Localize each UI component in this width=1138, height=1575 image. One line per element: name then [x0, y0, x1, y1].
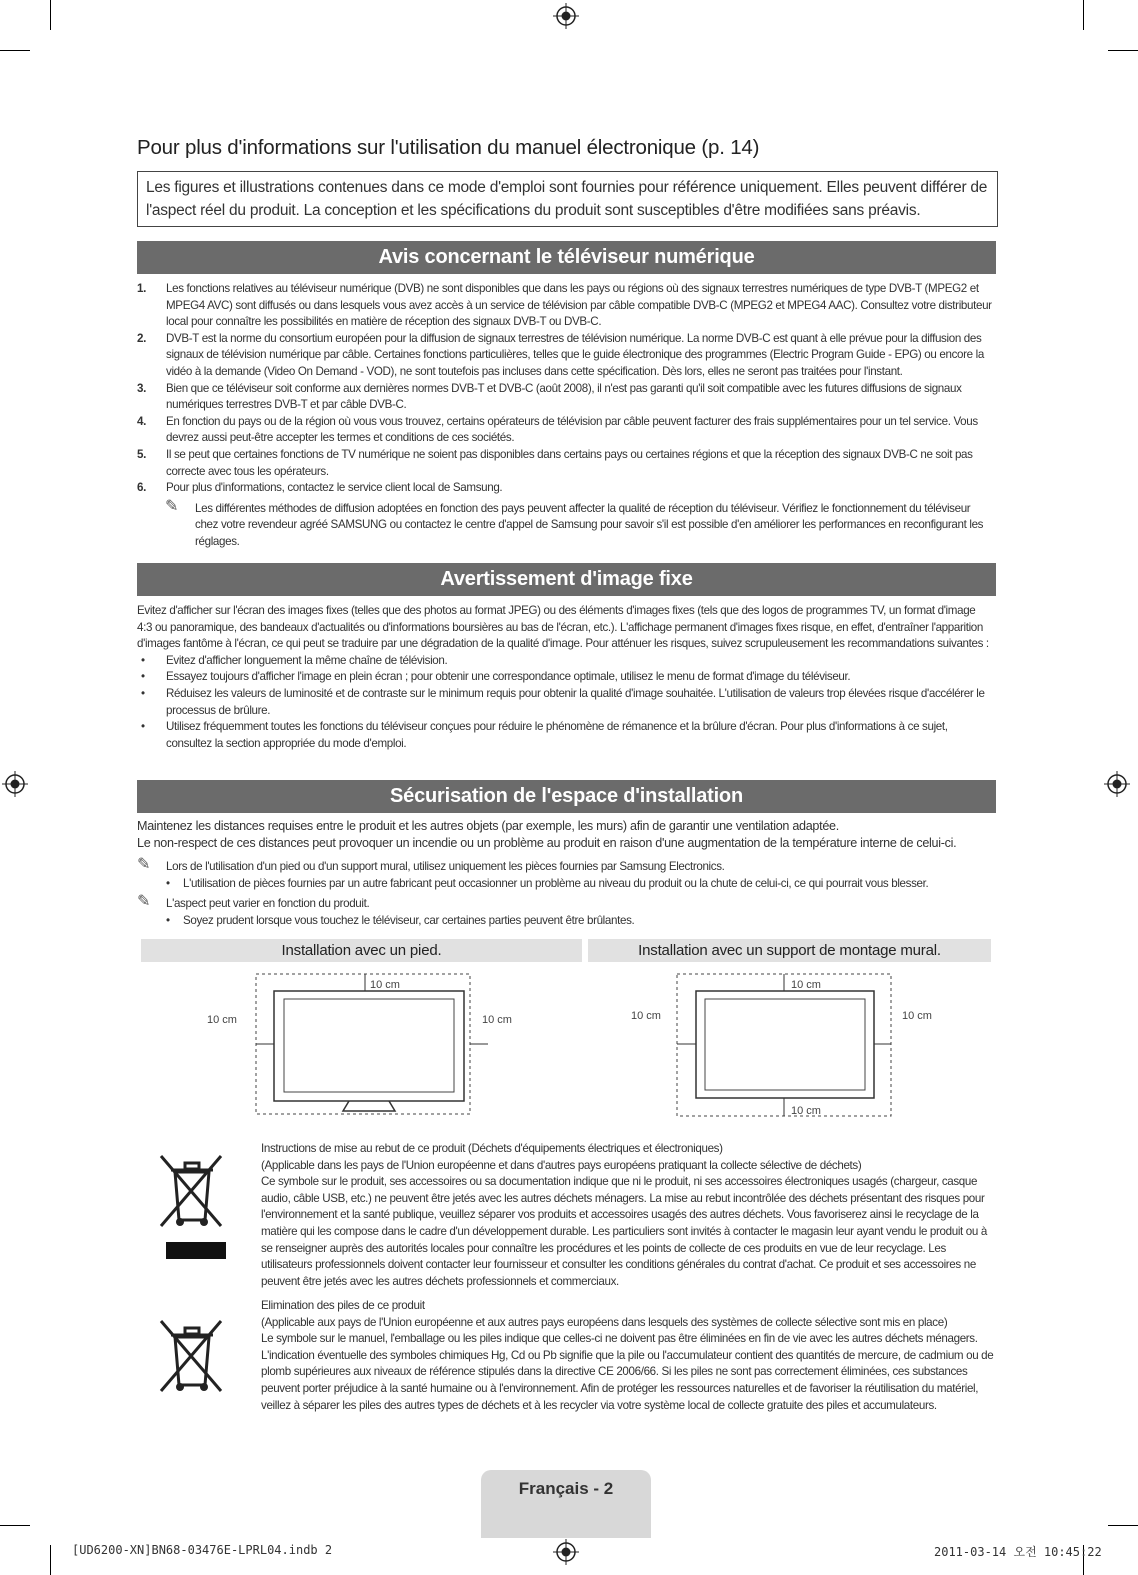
weee-subtitle: (Applicable dans les pays de l'Union européenne et dans d'autres pays européens pratiquant la collecte sélective de déchets): [261, 1158, 862, 1172]
crop-mark: [0, 1525, 30, 1526]
item-number: 3.: [137, 381, 146, 395]
item-number: 1.: [137, 282, 146, 295]
battery-body: Le symbole sur le manuel, l'emballage ou les piles indique que celles-ci ne doivent pas être éliminées en fin de vie avec les autres déchets ménagers. L'indication éventuelle des symboles chimiques Hg, Cd ou Pb signifie que la pile ou l'accumulateur contient des quantités de mercure, de cadmium ou de plomb supérieures aux niveaux de référence stipulés dans la directive CE 2006/66. Si les piles ne sont pas correctement éliminées, ces substances peuvent porter préjudice à la santé humaine ou à l'environnement. Afin de protéger les ressources naturelles et de favoriser la réutilisation du matériel, veillez à séparer les piles des autres types de déchets et à les recycler via votre système local de collecte gratuite des piles et accumulateurs.: [261, 1332, 994, 1412]
distance-label: 10 cm: [902, 1010, 932, 1022]
installation-notes: [137, 856, 992, 929]
bullet-text: Essayez toujours d'afficher l'image en plein écran ; pour obtenir une correspondance optimale, utilisez le menu de format d'image du téléviseur.: [166, 670, 851, 684]
section-heading-installation: Sécurisation de l'espace d'installation: [137, 780, 996, 813]
list-item: • Evitez d'afficher longuement la même chaîne de télévision.: [141, 653, 448, 667]
disclaimer-box: Les figures et illustrations contenues dans ce mode d'emploi sont fournies pour référence uniquement. Elles peuvent différer de l'aspect réel du produit. La conception et les spécifications du produit sont susceptibles d'être modifiées sans préavis.: [137, 171, 998, 227]
bullet-text: Utilisez fréquemment toutes les fonctions du téléviseur conçues pour réduire le phénomène de rémanence et la brûlure d'écran. Pour plus d'informations à ce sujet, consultez la section appropriée du mode d'emploi.: [166, 720, 948, 750]
crop-mark: [1083, 0, 1084, 30]
item-text: En fonction du pays ou de la région où vous vous trouvez, certains opérateurs de télévision par câble peuvent facturer des frais supplémentaires pour un tel service. Vous devrez aussi peut-être accepter les termes et conditions de ces sociétés.: [166, 414, 978, 445]
installation-para-1: Maintenez les distances requises entre le produit et les autres objets (par exemple, les murs) afin de garantir une ventilation adaptée.: [137, 819, 839, 833]
list-item: [137, 381, 992, 414]
note: [137, 856, 992, 876]
distance-label: 10 cm: [631, 1010, 661, 1022]
item-text: Pour plus d'informations, contactez le service client local de Samsung.: [166, 481, 503, 495]
still-image-intro: Evitez d'afficher sur l'écran des images fixes (telles que des photos au format JPEG) ou des éléments d'images fixes (tels que des logos de programmes TV, un format d'image 4:3 ou panoramique, des bandeaux d'actualités ou d'informations boursières au bas de l'écran, etc.). L'affichage permanent d'images fixes risque, en effet, d'entraîner l'apparition d'images fantôme à l'écran, ce qui peut se traduire par une dégradation de la qualité d'image. Pour atténuer les risques, suivez scrupuleusement les recommandations suivantes :: [137, 604, 989, 651]
note-pen-icon: ✎: [165, 497, 179, 515]
crop-mark: [1108, 50, 1138, 51]
page-number-tab: Français - 2: [481, 1470, 651, 1538]
weee-disposal-block: [261, 1141, 996, 1290]
item-text: Les fonctions relatives au téléviseur numérique (DVB) ne sont disponibles que dans les pays ou régions où des signaux terrestres numériques de type DVB-T (MPEG2 et MPEG4 AVC) sont diffusés ou dans lesquels vous avez accès à un service de télévision par câble compatible DVB-C (MPEG2 et MPEG4 AAC). Consultez votre distributeur local pour connaître les possibilités en matière de réception des signaux DVB-T ou DVB-C.: [166, 282, 992, 329]
distance-label: 10 cm: [791, 979, 821, 991]
item-text: DVB-T est la norme du consortium européen pour la diffusion de signaux terrestres de télévision numérique. La norme DVB-C est quant à elle prévue pour la diffusion des signaux de télévision numérique par câble. Certaines fonctions particulières, telles que le guide électronique des programmes (Electric Program Guide - EPG) ou encore la vidéo à la demande (Video On Demand - VOD), ne sont toutefois pas incluses dans cette spécification. Dès lors, elles ne seront pas traitées pour l'instant.: [166, 331, 984, 378]
battery-title: Elimination des piles de ce produit: [261, 1299, 425, 1312]
weee-body: Ce symbole sur le produit, ses accessoires ou sa documentation indique que ni le produit, ni ses accessoires électroniques usagés (chargeur, casque audio, câble USB, etc.) ne peuvent être jetés avec les autres déchets ménagers. La mise au rebut incontrôlée des déchets présentant des risques pour l'environnement et la santé publique, veuillez séparer vos produits et accessoires usagés des autres déchets. Vous favoriserez ainsi le recyclage de la matière qui les compose dans le cadre d'un développement durable. Les particuliers sont invités à contacter le magasin leur ayant vendu le produit ou à se renseigner auprès des autorités locales pour connaître les procédures et les points de collecte de ces produits en vue de leur recyclage. Les utilisateurs professionnels doivent contacter leur fournisseur et consulter les conditions générales du contrat d'achat. Ce produit et ses accessoires ne peuvent être jetés avec les autres déchets professionnels et commerciaux.: [261, 1175, 987, 1288]
distance-label: 10 cm: [207, 1014, 237, 1026]
item-number: 5.: [137, 447, 146, 461]
list-item: [137, 414, 992, 447]
crossed-bin-icon: [155, 1315, 229, 1399]
print-slug-date: 2011-03-14 오전 10:45:22: [934, 1545, 1102, 1559]
note-text: L'aspect peut varier en fonction du produit.: [166, 897, 370, 911]
stand-installation-diagram: [195, 968, 535, 1120]
installation-para-2: Le non-respect de ces distances peut provoquer un incendie ou un problème au produit en raison d'une augmentation de la température interne de celui-ci.: [137, 836, 957, 850]
bullet-text: Evitez d'afficher longuement la même chaîne de télévision.: [166, 653, 448, 667]
list-item: [137, 281, 992, 331]
item-text: Il se peut que certaines fonctions de TV numérique ne soient pas disponibles dans certains pays ou certaines régions et que la réception des signaux DVB-C ne soit pas correcte avec tous les opérateurs.: [166, 447, 973, 478]
note-pen-icon: ✎: [137, 893, 151, 911]
distance-label: 10 cm: [791, 1105, 821, 1117]
list-item: [137, 447, 992, 480]
digital-tv-list: [137, 281, 992, 551]
note: [137, 497, 992, 551]
list-item: • Utilisez fréquemment toutes les fonctions du téléviseur conçues pour réduire le phénomène de rémanence et la brûlure d'écran. Pour plus d'informations à ce sujet, consultez la section appropriée du mode d'emploi.: [141, 720, 948, 750]
print-slug-file: [UD6200-XN]BN68-03476E-LPRL04.indb 2: [72, 1543, 333, 1557]
crop-mark: [50, 0, 51, 30]
registration-mark-icon: [1104, 771, 1130, 797]
item-text: Bien que ce téléviseur soit conforme aux dernières normes DVB-T et DVB-C (août 2008), il n'est pas garanti qu'il soit compatible avec les futures diffusions de signaux numériques terrestres DVB-T et par câble DVB-C.: [166, 381, 962, 412]
crop-mark: [0, 50, 30, 51]
crop-mark: [50, 1545, 51, 1575]
registration-mark-icon: [2, 771, 28, 797]
section-heading-still-image: Avertissement d'image fixe: [137, 563, 996, 596]
bullet-text: Réduisez les valeurs de luminosité et de contraste sur le minimum requis pour obtenir la qualité d'image souhaitée. L'utilisation de valeurs trop élevées risque d'accélérer le processus de brûlure.: [166, 686, 985, 717]
page-title: Pour plus d'informations sur l'utilisation du manuel électronique (p. 14): [137, 136, 760, 159]
registration-mark-icon: [553, 1539, 579, 1565]
weee-title: Instructions de mise au rebut de ce produit (Déchets d'équipements électriques et électroniques): [261, 1142, 723, 1155]
list-item: • Réduisez les valeurs de luminosité et de contraste sur le minimum requis pour obtenir la qualité d'image souhaitée. L'utilisation de valeurs trop élevées risque d'accélérer le processus de brûlure.: [141, 686, 985, 717]
list-item: • L'utilisation de pièces fournies par un autre fabricant peut occasionner un problème au niveau du produit ou la chute de celui-ci, ce qui pourrait vous blesser.: [166, 876, 929, 890]
list-item: [137, 331, 992, 381]
registration-mark-icon: [553, 3, 579, 29]
item-number: 4.: [137, 414, 146, 428]
crop-mark: [1108, 1525, 1138, 1526]
list-item: • Essayez toujours d'afficher l'image en plein écran ; pour obtenir une correspondance optimale, utilisez le menu de format d'image du téléviseur.: [141, 670, 851, 684]
distance-label: 10 cm: [370, 979, 400, 991]
item-number: 6.: [137, 481, 146, 495]
list-item: [137, 480, 992, 497]
stand-installation-label: Installation avec un pied.: [141, 939, 582, 962]
note-pen-icon: ✎: [137, 856, 151, 873]
still-image-body: [137, 603, 992, 752]
note-text: Les différentes méthodes de diffusion adoptées en fonction des pays peuvent affecter la qualité de réception du téléviseur. Vérifiez le fonctionnement du téléviseur chez votre revendeur agréé SAMSUNG ou contactez le centre d'appel de Samsung pour savoir s'il est possible d'en améliorer les performances en reconfigurant les réglages.: [195, 501, 984, 548]
section-heading-digital-tv: Avis concernant le téléviseur numérique: [137, 241, 996, 274]
list-item: • Soyez prudent lorsque vous touchez le téléviseur, car certaines parties peuvent être brûlantes.: [166, 913, 635, 927]
installation-intro: [137, 818, 997, 852]
bullet-text: L'utilisation de pièces fournies par un autre fabricant peut occasionner un problème au niveau du produit ou la chute de celui-ci, ce qui pourrait vous blesser.: [183, 876, 929, 890]
item-number: 2.: [137, 331, 146, 345]
wall-installation-label: Installation avec un support de montage mural.: [588, 939, 991, 962]
distance-label: 10 cm: [482, 1014, 512, 1026]
bullet-text: Soyez prudent lorsque vous touchez le téléviseur, car certaines parties peuvent être brûlantes.: [183, 913, 635, 927]
note: [137, 893, 992, 913]
battery-subtitle: (Applicable aux pays de l'Union européenne et aux autres pays européens dans lesquels des systèmes de collecte sélective sont mis en place): [261, 1315, 948, 1329]
wall-installation-diagram: [625, 968, 945, 1120]
crossed-bin-icon: [155, 1150, 229, 1262]
battery-disposal-block: [261, 1298, 996, 1414]
note-text: Lors de l'utilisation d'un pied ou d'un support mural, utilisez uniquement les pièces fournies par Samsung Electronics.: [166, 860, 725, 873]
